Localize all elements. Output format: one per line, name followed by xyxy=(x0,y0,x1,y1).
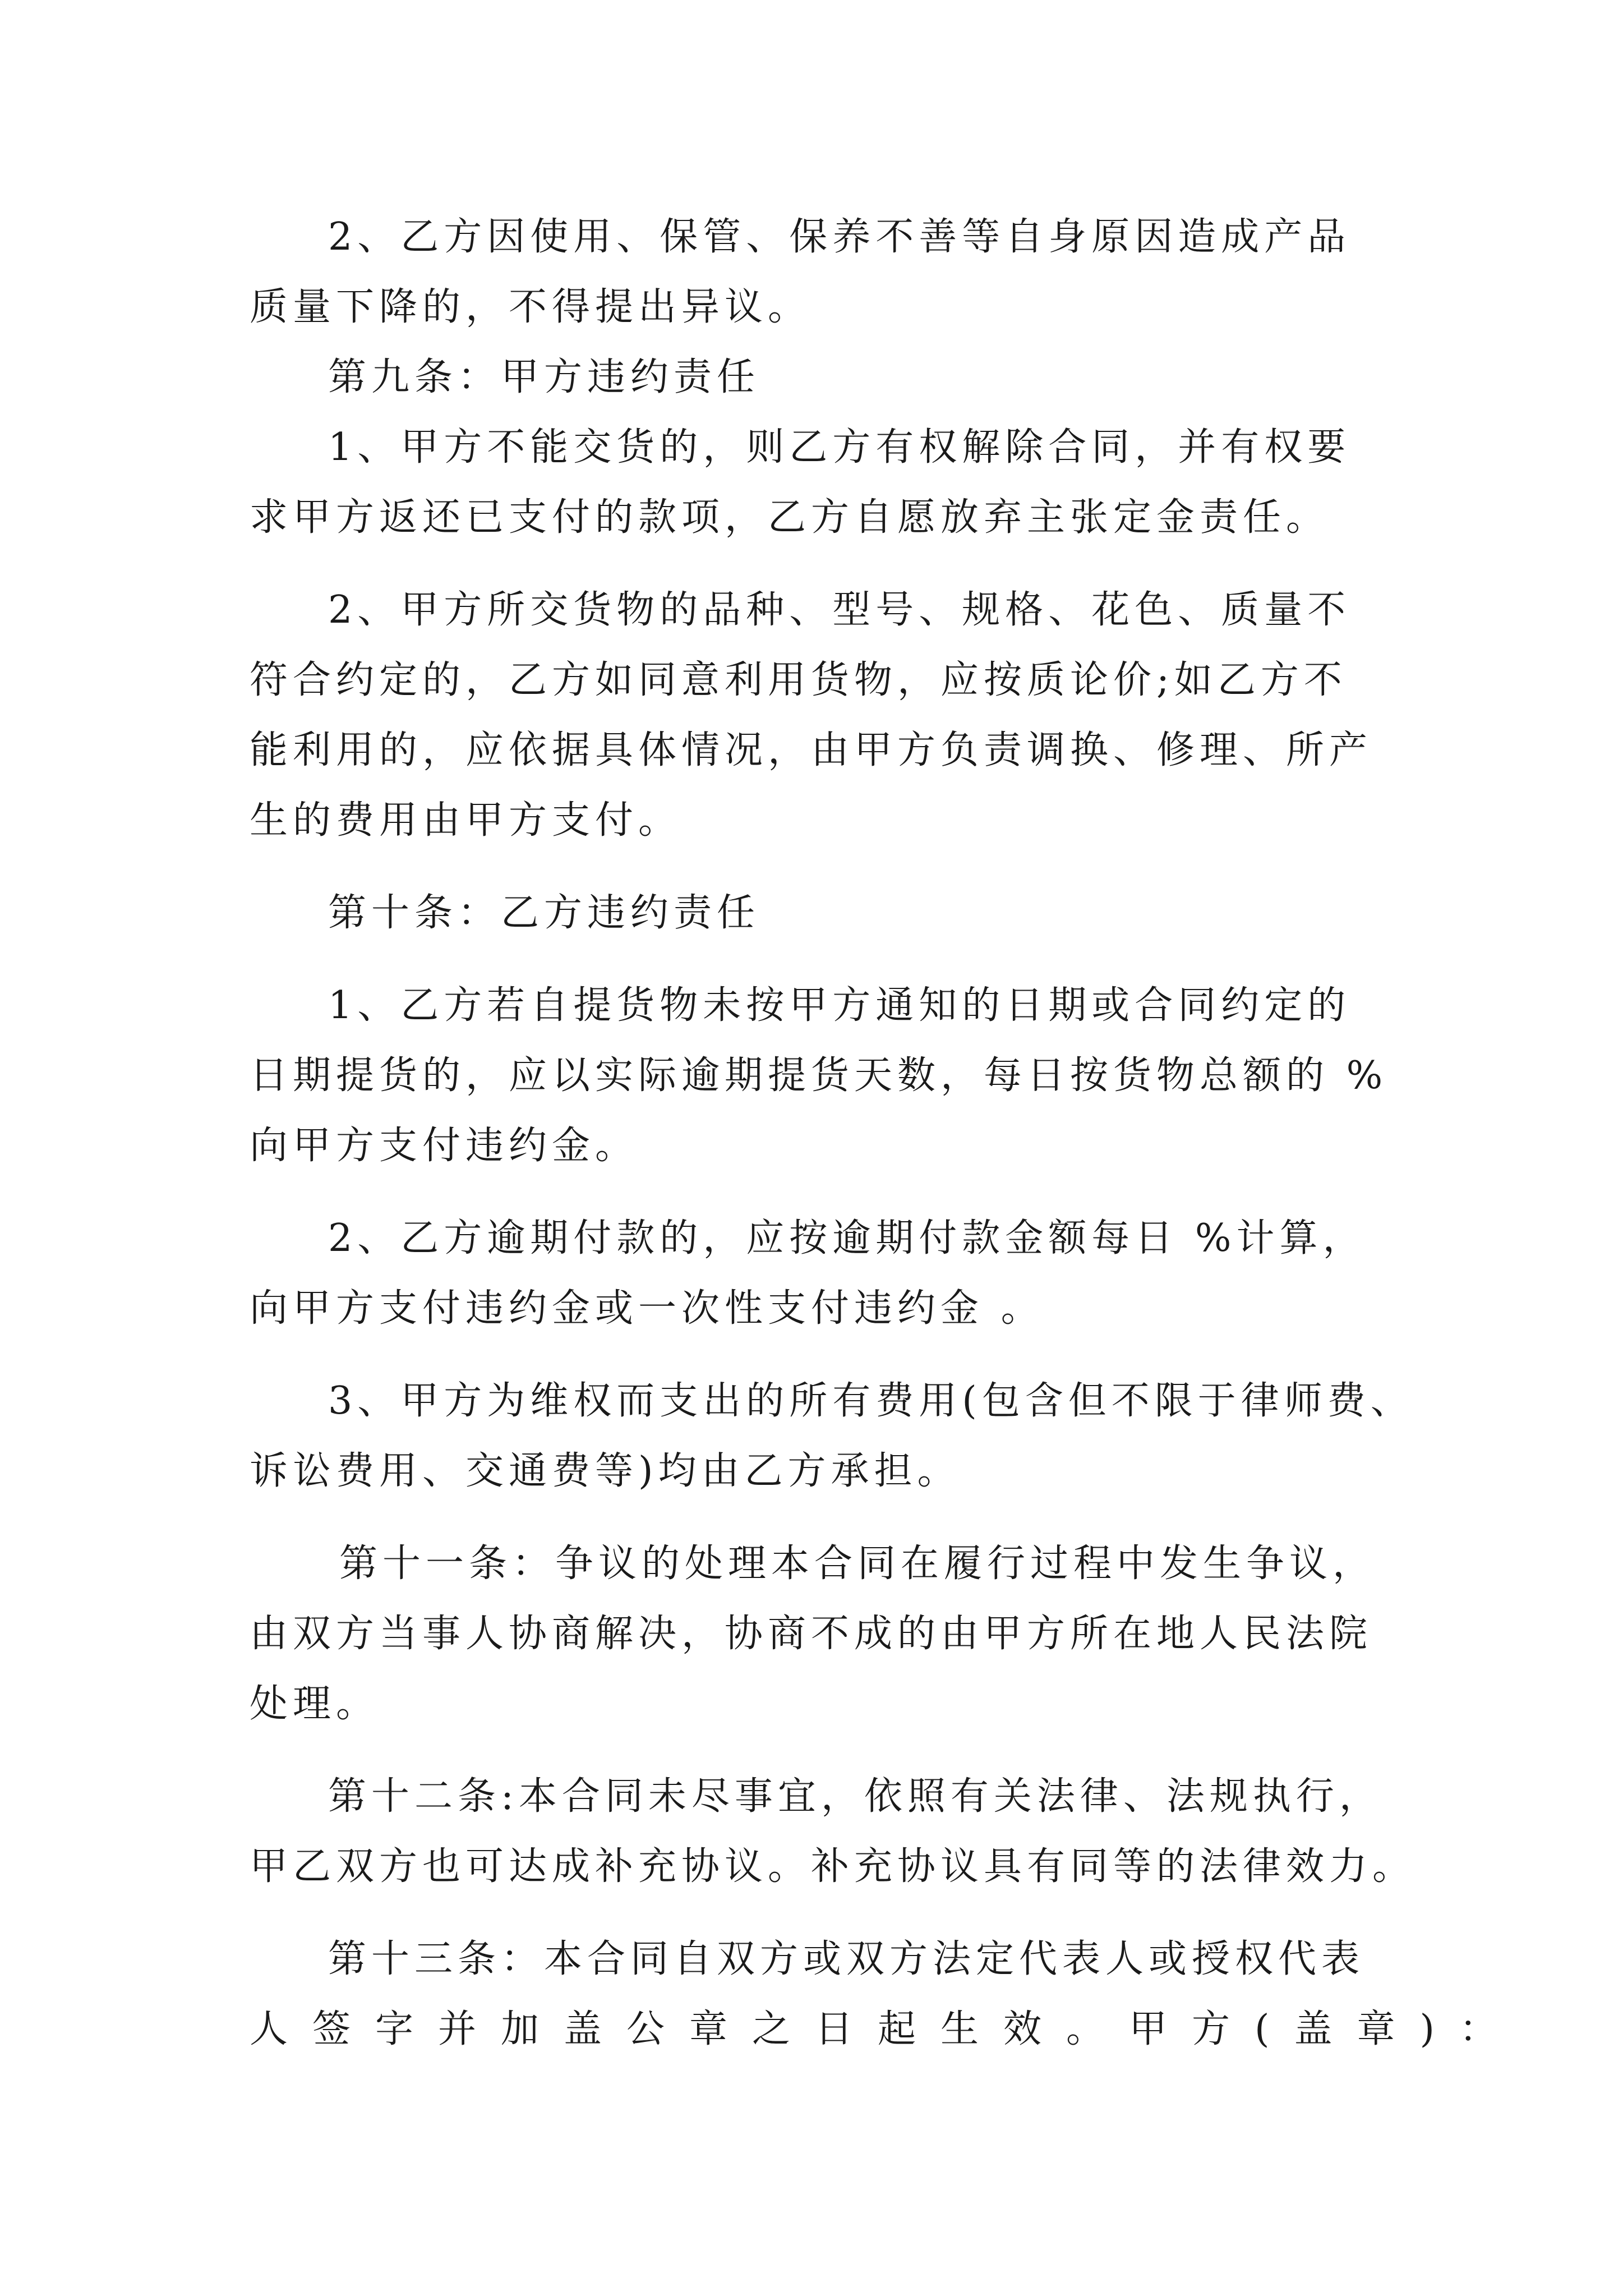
text-line: 2、甲方所交货物的品种、型号、规格、花色、质量不 xyxy=(328,588,1351,632)
section-heading: 第十条：乙方违约责任 xyxy=(328,891,760,935)
text-line: 甲乙双方也可达成补充协议。补充协议具有同等的法律效力。 xyxy=(250,1844,1416,1889)
text-line: 1、甲方不能交货的，则乙方有权解除合同，并有权要 xyxy=(328,425,1351,470)
section-heading: 第十一条：争议的处理本合同在履行过程中发生争议， xyxy=(339,1542,1376,1586)
text-line: 求甲方返还已支付的款项，乙方自愿放弃主张定金责任。 xyxy=(250,495,1330,540)
text-line: 符合约定的，乙方如同意利用货物，应按质论价;如乙方不 xyxy=(250,658,1347,702)
text-line: 1、乙方若自提货物未按甲方通知的日期或合同约定的 xyxy=(328,983,1351,1028)
text-line: 人签字并加盖公章之日起生效。甲方(盖章)： xyxy=(250,2007,1523,2051)
text-line: 诉讼费用、交通费等)均由乙方承担。 xyxy=(250,1449,961,1493)
text-line: 2、乙方因使用、保管、保养不善等自身原因造成产品 xyxy=(328,215,1351,259)
text-line: 向甲方支付违约金或一次性支付违约金 。 xyxy=(250,1286,1044,1331)
section-heading: 第十三条：本合同自双方或双方法定代表人或授权代表 xyxy=(328,1937,1365,1981)
text-line: 生的费用由甲方支付。 xyxy=(250,798,682,843)
text-line: 2、乙方逾期付款的，应按逾期付款金额每日 %计算， xyxy=(328,1216,1366,1260)
text-line: 能利用的，应依据具体情况，由甲方负责调换、修理、所产 xyxy=(250,728,1373,772)
section-heading: 第十二条:本合同未尽事宜，依照有关法律、法规执行， xyxy=(328,1774,1382,1819)
text-line: 由双方当事人协商解决，协商不成的由甲方所在地人民法院 xyxy=(250,1612,1373,1656)
section-heading: 第九条：甲方违约责任 xyxy=(328,355,760,399)
text-line: 处理。 xyxy=(250,1682,380,1726)
text-line: 向甲方支付违约金。 xyxy=(250,1124,639,1168)
text-line: 日期提货的，应以实际逾期提货天数，每日按货物总额的 % xyxy=(250,1053,1388,1098)
text-line: 3、甲方为维权而支出的所有费用(包含但不限于律师费、 xyxy=(328,1379,1414,1423)
text-line: 质量下降的，不得提出异议。 xyxy=(250,285,811,329)
